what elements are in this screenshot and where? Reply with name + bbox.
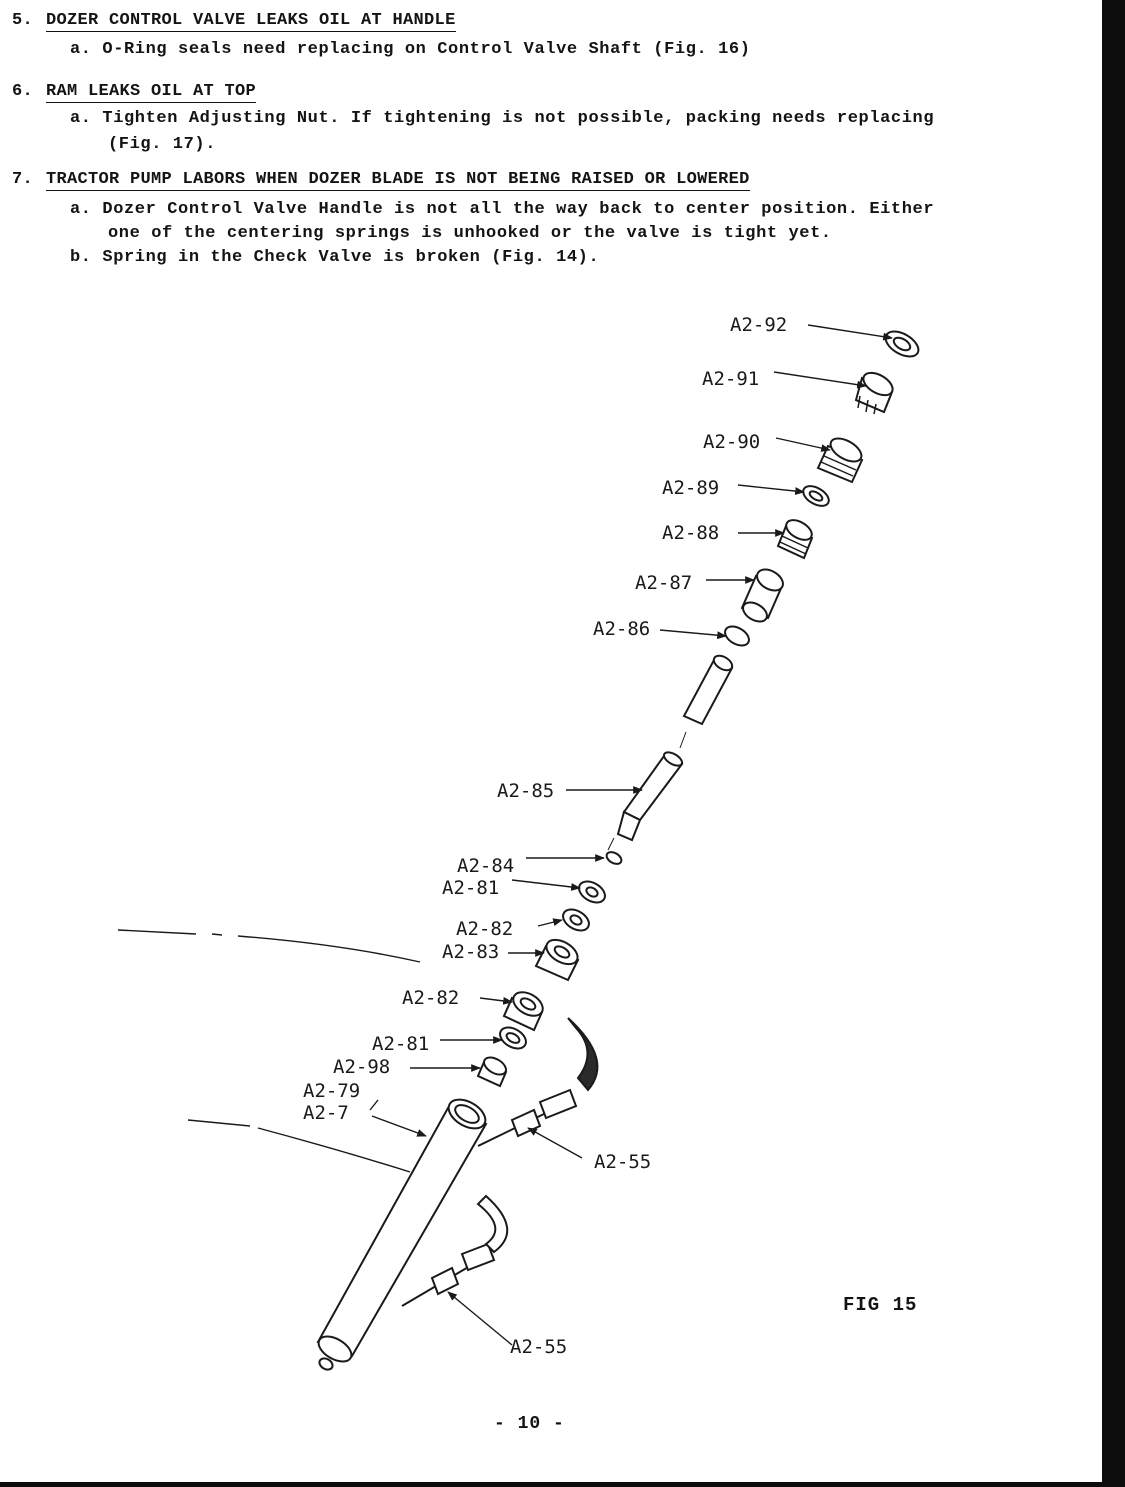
item-7-sub-b: b. Spring in the Check Valve is broken (Fig. 14). (70, 248, 600, 267)
label-a2-55-upper: A2-55 (594, 1151, 652, 1173)
label-a2-92: A2-92 (730, 314, 788, 336)
label-a2-84: A2-84 (457, 855, 515, 877)
label-a2-91: A2-91 (702, 368, 760, 390)
label-a2-85: A2-85 (497, 780, 555, 802)
label-a2-87: A2-87 (635, 572, 693, 594)
label-a2-89: A2-89 (662, 477, 720, 499)
item-6-sub-a: a. Tighten Adjusting Nut. If tightening is not possible, packing needs replacing (70, 109, 935, 128)
label-a2-82-upper: A2-82 (456, 918, 514, 940)
item-number: 6. (12, 82, 34, 101)
item-number: 7. (12, 170, 34, 189)
label-a2-83: A2-83 (442, 941, 500, 963)
scan-edge-right (1102, 0, 1125, 1487)
label-a2-86: A2-86 (593, 618, 651, 640)
item-heading: DOZER CONTROL VALVE LEAKS OIL AT HANDLE (46, 11, 456, 30)
scan-edge-bottom (0, 1482, 1125, 1487)
label-a2-79: A2-79 (303, 1080, 361, 1102)
parts (314, 326, 922, 1371)
item-7-sub-a-cont: one of the centering springs is unhooked or the valve is tight yet. (108, 224, 832, 243)
item-number: 5. (12, 11, 34, 30)
item-7-sub-a: a. Dozer Control Valve Handle is not all the way back to center position. Either (70, 200, 935, 219)
label-a2-55-lower: A2-55 (510, 1336, 568, 1358)
item-heading: RAM LEAKS OIL AT TOP (46, 82, 257, 101)
part-labels (303, 314, 787, 1358)
label-a2-81-upper: A2-81 (442, 877, 500, 899)
label-a2-7: A2-7 (303, 1102, 349, 1124)
label-a2-82-lower: A2-82 (402, 987, 460, 1009)
item-heading: TRACTOR PUMP LABORS WHEN DOZER BLADE IS NOT BEING RAISED OR LOWERED (46, 170, 750, 189)
label-a2-90: A2-90 (703, 431, 761, 453)
item-5-sub-a: a. O-Ring seals need replacing on Control Valve Shaft (Fig. 16) (70, 40, 751, 59)
label-a2-81-lower: A2-81 (372, 1033, 430, 1055)
page-number: - 10 - (494, 1414, 565, 1434)
item-6-sub-a-cont: (Fig. 17). (108, 135, 217, 154)
figure-caption: FIG 15 (843, 1294, 918, 1316)
label-a2-98: A2-98 (333, 1056, 391, 1078)
label-a2-88: A2-88 (662, 522, 720, 544)
